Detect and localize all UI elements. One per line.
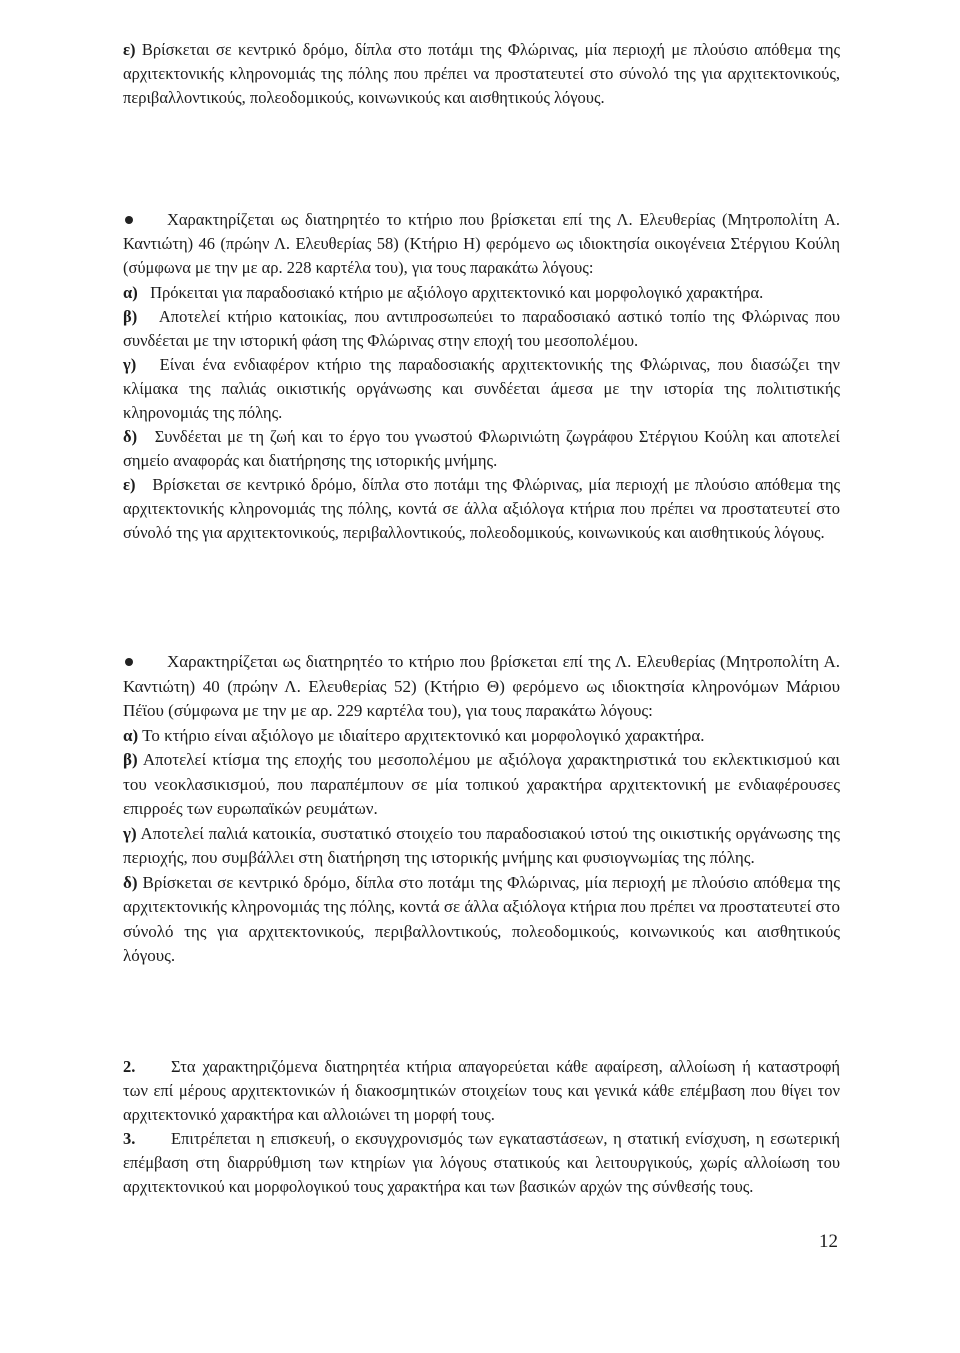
article-number: 3. xyxy=(123,1129,136,1148)
item-text: Αποτελεί κτίσμα της εποχής του μεσοπολέμου με αξιόλογα χαρακτηριστικά του εκλεκτικισμού και του νεοκλασικισμού, που παραπέμπουν σε μία τοπικού χαρακτήρα αρχιτεκτονική με ενδιαφέρουσες επιρροές των ευρωπαϊκών ρευμάτων. xyxy=(123,750,841,818)
item-text: Βρίσκεται σε κεντρικό δρόμο, δίπλα στο ποτάμι της Φλώρινας, μία περιοχή με πλούσιο απόθεμα της αρχιτεκτονικής κληρονομιάς της πόλης που πρέπει να προστατευτεί στο σύνολό της για αρχιτεκτονικούς, περιβαλλοντικούς, πολεοδομικούς, κοινωνικούς και αισθητικούς λόγους. xyxy=(123,40,840,107)
item-marker: ε) xyxy=(123,40,136,59)
item-marker: γ) xyxy=(123,355,137,374)
item-marker: γ) xyxy=(123,823,137,843)
item-marker: δ) xyxy=(123,872,138,892)
top-paragraph-e xyxy=(123,38,840,110)
item-text: Συνδέεται με τη ζωή και το έργο του γνωστού Φλωρινιώτη ζωγράφου Στέργιου Κούλη και αποτελεί σημείο αναφοράς και διατήρησης της ιστορικής μνήμης. xyxy=(123,427,840,470)
item-marker: δ) xyxy=(123,427,138,446)
item-marker: β) xyxy=(123,750,138,769)
item-marker: β) xyxy=(123,307,138,326)
bullet-icon xyxy=(125,216,133,224)
item-text: Αποτελεί παλιά κατοικία, συστατικό στοιχείο του παραδοσιακού ιστού της οικιστικής οργάνωσης της περιοχής, που συμβάλλει στη διατήρηση της ιστορικής μνήμης και φυσιογνωμίας της πόλης. xyxy=(123,823,840,867)
building-theta-intro: Χαρακτηρίζεται ως διατηρητέο το κτήριο που βρίσκεται επί της Λ. Ελευθερίας (Μητροπολίτη Α. Καντιώτη) 40 (πρώην Λ. Ελευθερίας 52) (Κτήριο Θ) φερόμενο ως ιδιοκτησία κληρονόμων Μάριου Πέϊου (σύμφωνα με την με αρ. 229 καρτέλα του), για τους παρακάτω λόγους: xyxy=(123,652,840,720)
article-3 xyxy=(123,1127,840,1199)
article-number: 2. xyxy=(123,1057,136,1076)
item-text: Βρίσκεται σε κεντρικό δρόμο, δίπλα στο ποτάμι της Φλώρινας, μία περιοχή με πλούσιο απόθεμα της αρχιτεκτονικής κληρονομιάς της πόλης, κοντά σε άλλα αξιόλογα κτήρια που πρέπει να προστατευτεί στο σύνολό της για αρχιτεκτονικούς, περιβαλλοντικούς, πολεοδομικούς, κοινωνικούς και αισθητικούς λόγους. xyxy=(123,475,840,542)
building-h-section xyxy=(123,208,840,545)
article-text: Επιτρέπεται η επισκευή, ο εκσυγχρονισμός των εγκαταστάσεων, η στατική ενίσχυση, η εσωτερική επέμβαση στη διαρρύθμιση των κτηρίων για λόγους στατικούς και λειτουργικούς, χωρίς αλλοίωση του αρχιτεκτονικού και μορφολογικού τους χαρακτήρα και των βασικών αρχών της σύνθεσής τους. xyxy=(123,1129,840,1196)
item-text: Πρόκειται για παραδοσιακό κτήριο με αξιόλογο αρχιτεκτονικό και μορφολογικό χαρακτήρα. xyxy=(150,283,764,302)
item-marker: α) xyxy=(123,283,138,302)
articles-section xyxy=(123,1055,840,1199)
article-2 xyxy=(123,1055,840,1127)
item-text: Είναι ένα ενδιαφέρον κτήριο της παραδοσιακής αρχιτεκτονικής της Φλώρινας, που διασώζει την κλίμακα της παλιάς οικιστικής οργάνωσης και συνδέεται άμεσα με την ιστορία της πολιτιστικής κληρονομιάς της πόλης. xyxy=(123,355,840,422)
item-text: Το κτήριο είναι αξιόλογο με ιδιαίτερο αρχιτεκτονικό και μορφολογικό χαρακτήρα. xyxy=(142,725,705,745)
item-text: Αποτελεί κτήριο κατοικίας, που αντιπροσωπεύει το παραδοσιακό αστικό τοπίο της Φλώρινας που συνδέεται με την ιστορική φάση της Φλώρινας στην εποχή του μεσοπολέμου. xyxy=(123,307,840,350)
page-number: 12 xyxy=(819,1231,838,1252)
item-marker: α) xyxy=(123,725,139,745)
building-h-intro: Χαρακτηρίζεται ως διατηρητέο το κτήριο που βρίσκεται επί της Λ. Ελευθερίας (Μητροπολίτη Α. Καντιώτη) 46 (πρώην Λ. Ελευθερίας 58) (Κτήριο Η) φερόμενο ως ιδιοκτησία οικογένεια Στέργιου Κούλη (σύμφωνα με την με αρ. 228 καρτέλα του), για τους παρακάτω λόγους: xyxy=(123,210,840,277)
article-text: Στα χαρακτηριζόμενα διατηρητέα κτήρια απαγορεύεται κάθε αφαίρεση, αλλοίωση ή καταστροφή των επί μέρους αρχιτεκτονικών ή διακοσμητικών στοιχείων τους και γενικά κάθε επέμβαση που θίγει τον αρχιτεκτονικό χαρακτήρα και αλλοιώνει τη μορφή τους. xyxy=(123,1057,840,1124)
bullet-icon xyxy=(125,658,133,666)
item-text: Βρίσκεται σε κεντρικό δρόμο, δίπλα στο ποτάμι της Φλώρινας, μία περιοχή με πλούσιο απόθεμα της αρχιτεκτονικής κληρονομιάς της πόλης, κοντά σε άλλα αξιόλογα κτήρια που πρέπει να προστατευτεί στο σύνολό της για αρχιτεκτονικούς, περιβαλλοντικούς, πολεοδομικούς, κοινωνικούς και αισθητικούς λόγους. xyxy=(123,872,840,965)
building-theta-section xyxy=(123,650,840,969)
item-marker: ε) xyxy=(123,475,136,494)
